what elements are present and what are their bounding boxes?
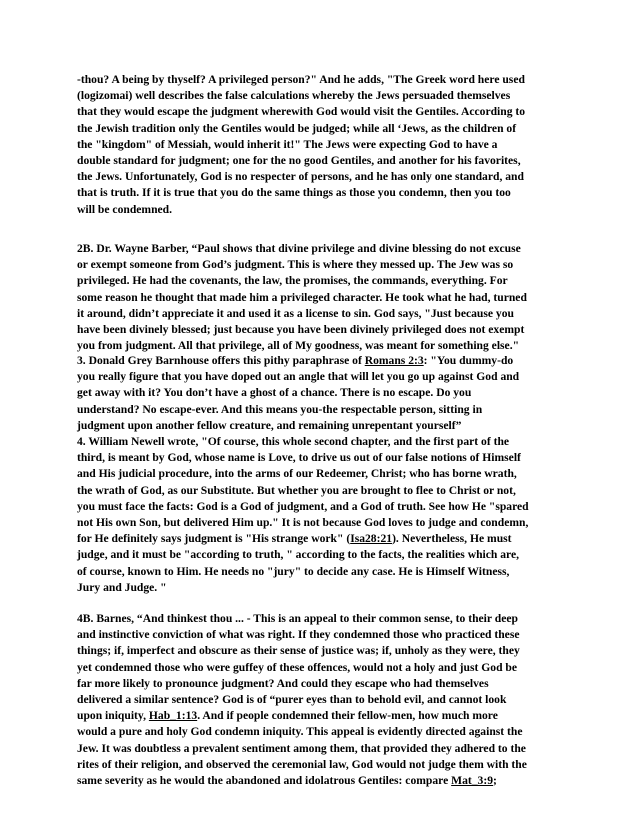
text-line: (logizomai) well describes the false calculations whereby the Jews persuaded themselves [77, 89, 511, 103]
text-line: some reason he thought that made him a privileged character. He took what he had, turned [77, 290, 527, 304]
text-line: 4B. Barnes, “And thinkest thou ... - This is an appeal to their common sense, to their deep [77, 612, 518, 625]
text-line: third, is meant by God, whose name is Love, to drive us out of our false notions of Himself [77, 451, 521, 465]
text-line: that is truth. If it is true that you do the same things as those you condemn, then you too [77, 186, 511, 200]
text-line: yet condemned those who were guffey of these offences, would not a holy and just God be [77, 660, 518, 674]
text-line: the Jewish tradition only the Gentiles would be judged; while all ‘Jews, as the children of [77, 121, 517, 135]
text-line: and instinctive conviction of what was right. If they condemned those who practiced these [77, 628, 520, 642]
text-line: and His judicial procedure, into the arms of our Redeemer, Christ; who has borne wrath, [77, 467, 517, 481]
paragraph-william-newell [77, 434, 567, 596]
text-line: understand? No escape-ever. And this means you-the respectable person, sitting in [77, 402, 483, 416]
text-line: 3. Donald Grey Barnhouse offers this pithy paraphrase of Romans 2:3: "You dummy-do [77, 354, 514, 367]
text-line: 2B. Dr. Wayne Barber, “Paul shows that divine privilege and divine blessing do not excuse [77, 242, 521, 255]
text-line: have been divinely blessed; just because you have been divinely privileged does not exempt [77, 323, 525, 337]
text-line: Jew. It was doubtless a prevalent sentiment among them, that provided they adhered to the [77, 741, 526, 755]
scripture-link[interactable]: Isa28:21 [350, 532, 393, 546]
text-line: rites of their religion, and observed the ceremonial law, God would not judge them with the [77, 757, 527, 771]
text-line: that they would escape the judgment wherewith God would visit the Gentiles. According to [77, 105, 526, 119]
text-line: not His own Son, but delivered Him up." It is not because God loves to judge and condemn, [77, 516, 529, 530]
text-line: judgment upon another fellow creature, and remaining unrepentant yourself” [77, 418, 462, 432]
text-line: privileged. He had the covenants, the law, the promises, the commands, everything. For [77, 274, 508, 288]
paragraph-barnhouse-paraphrase [77, 353, 567, 434]
scripture-link[interactable]: Romans 2:3 [364, 354, 424, 367]
text-line: far more likely to pronounce judgment? And could they escape who had themselves [77, 676, 489, 690]
text-line: same severity as he would the abandoned and idolatrous Gentiles: compare Mat_3:9; [77, 774, 497, 788]
text-line: the wrath of God, as our Substitute. But whether you are brought to flee to Christ or not, [77, 483, 516, 497]
text-line: it around, didn’t appreciate it and used it as a license to sin. God says, "Just because you [77, 306, 514, 320]
text-line: for He definitely says judgment is "His strange work" (Isa28:21). Nevertheless, He must [77, 532, 512, 546]
text-line: the Jews. Unfortunately, God is no respecter of persons, and he has only one standard, and [77, 170, 524, 184]
text-line: or exempt someone from God’s judgment. This is where they messed up. The Jew was so [77, 258, 514, 272]
text-line: get away with it? You don’t have a ghost of a chance. There is no escape. Do you [77, 386, 472, 400]
text-line: judge, and it must be "according to truth, " according to the facts, the realities which are, [77, 548, 520, 562]
text-line: upon iniquity, Hab_1:13. And if people condemned their fellow-men, how much more [77, 709, 498, 723]
text-line: things; if, imperfect and obscure as their sense of justice was; if, unholy as they were, they [77, 644, 520, 658]
text-line: Jury and Judge. " [77, 580, 167, 594]
scripture-link[interactable]: Mat_3:9 [451, 774, 493, 788]
text-line: double standard for judgment; one for the no good Gentiles, and another for his favorites, [77, 154, 521, 168]
text-line: will be condemned. [77, 202, 173, 216]
text-line: you from judgment. All that privilege, all of My goodness, was meant for something else." [77, 339, 520, 353]
text-line: of course, known to Him. He needs no "jury" to decide any case. He is Himself Witness, [77, 564, 510, 578]
text-line: you really figure that you have doped out an angle that will let you go up against God and [77, 370, 520, 384]
scripture-link[interactable]: Hab_1:13 [148, 709, 198, 723]
text-line: 4. William Newell wrote, "Of course, this whole second chapter, and the first part of the [77, 435, 510, 448]
paragraph-newell-quote-continued [77, 72, 567, 218]
text-line: you must face the facts: God is a God of judgment, and a God of truth. See how He "spared [77, 499, 529, 513]
text-line: would a pure and holy God condemn iniquity. This appeal is evidently directed against the [77, 725, 523, 739]
paragraph-barnes-commentary [77, 611, 567, 789]
text-line: -thou? A being by thyself? A privileged person?" And he adds, "The Greek word here used [77, 73, 525, 86]
text-line: delivered a similar sentence? God is of “purer eyes than to behold evil, and cannot look [77, 693, 507, 707]
paragraph-barber-quote [77, 241, 567, 354]
text-line: the "kingdom" of Messiah, would inherit it!" The Jews were expecting God to have a [77, 137, 498, 151]
